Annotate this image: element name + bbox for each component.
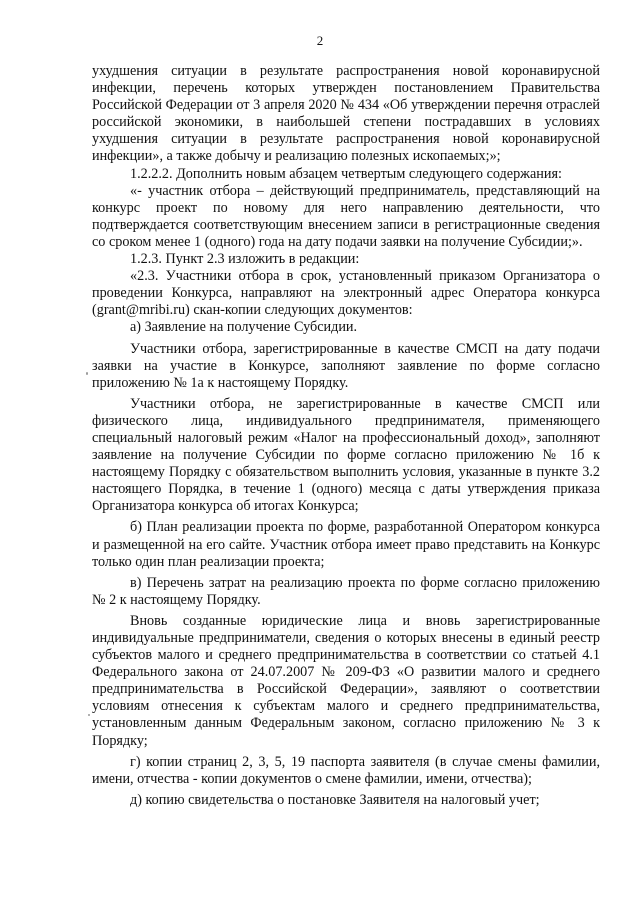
scan-speck [86, 372, 88, 375]
scan-speck [88, 714, 90, 716]
paragraph-continuation: ухудшения ситуации в результате распространения новой коронавирусной инфекции, перечень которых утвержден постановлением Правительства Российской Федерации от 3 апреля 2020 № 434 «Об утверждении перечня отраслей российской экономики, в наибольшей степени пострадавших в условиях ухудшения ситуации в результате распространения новой коронавирусной инфекции», а также добычу и реализацию полезных ископаемых;»; [92, 63, 600, 165]
item-b: б) План реализации проекта по форме, разработанной Оператором конкурса и размещенной на его сайте. Участник отбора имеет право представить на Конкурс только один план реализации проекта; [92, 519, 600, 570]
item-v: в) Перечень затрат на реализацию проекта по форме согласно приложению № 2 к настоящему Порядку. [92, 574, 600, 608]
item-a: а) Заявление на получение Субсидии. [130, 319, 358, 336]
item-g: г) копии страниц 2, 3, 5, 19 паспорта заявителя (в случае смены фамилии, имени, отчества - копии документов о смене фамилии, имени, отчества); [92, 753, 600, 787]
paragraph-1-2-3: 1.2.3. Пункт 2.3 изложить в редакции: [130, 251, 360, 268]
paragraph-new-abzac: «- участник отбора – действующий предприниматель, представляющий на конкурс проект по новому для него направлению деятельности, что подтверждается соответствующим внесением записи в регистрационные сведения со сроком менее 1 (одного) года на дату подачи заявки на получение Субсидии;». [92, 182, 600, 250]
paragraph-smsp-registered: Участники отбора, зарегистрированные в качестве СМСП на дату подачи заявки на участие в Конкурсе, заполняют заявление по форме согласно приложению № 1а к настоящему Порядку. [92, 340, 600, 391]
paragraph-2-3: «2.3. Участники отбора в срок, установленный приказом Организатора о проведении Конкурса, направляют на электронный адрес Оператора конкурса (grant@mribi.ru) скан-копии следующих документов: [92, 268, 600, 319]
paragraph-smsp-not-registered: Участники отбора, не зарегистрированные в качестве СМСП или физического лица, индивидуального предпринимателя, применяющего специальный налоговый режим «Налог на профессиональный доход», заполняют заявление на получение Субсидии по форме согласно приложению № 1б к настоящему Порядку с обязательством выполнить условия, указанные в пункте 3.2 настоящего Порядка, в течение 1 (одного) месяца с даты утверждения приказа Организатора конкурса об итогах Конкурса; [92, 395, 600, 515]
item-d: д) копию свидетельства о постановке Заявителя на налоговый учет; [130, 791, 540, 808]
paragraph-1-2-2-2: 1.2.2.2. Дополнить новым абзацем четвертым следующего содержания: [130, 165, 562, 182]
paragraph-new-entities: Вновь созданные юридические лица и вновь зарегистрированные индивидуальные предприниматели, сведения о которых внесены в единый реестр субъектов малого и среднего предпринимательства в соответствии со статьей 4.1 Федерального закона от 24.07.2007 № 209-ФЗ «О развитии малого и среднего предпринимательства в Российской Федерации», заявляют о соответствии условиям отнесения к субъектам малого и среднего предпринимательства, установленным данным Федеральным законом, согласно приложению № 3 к Порядку; [92, 612, 600, 749]
page-number: 2 [316, 33, 324, 48]
document-body [92, 63, 600, 809]
